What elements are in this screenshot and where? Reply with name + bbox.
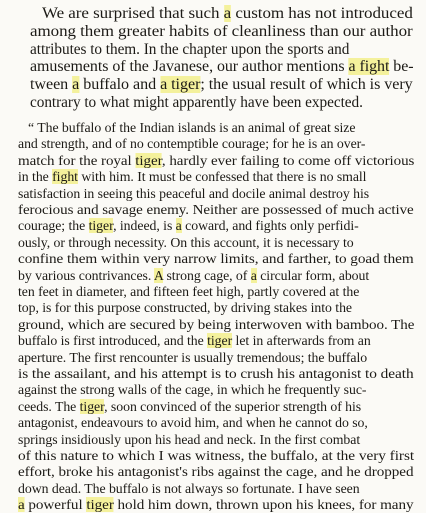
- paragraph1-line: [30, 94, 363, 111]
- highlighted-term: a: [250, 267, 257, 283]
- highlighted-term: tiger: [86, 497, 114, 513]
- text-segment: powerful: [24, 497, 87, 513]
- highlighted-term: tiger: [135, 152, 162, 168]
- paragraph2-line: [18, 365, 414, 382]
- text-segment: match for the royal: [18, 152, 136, 168]
- paragraph2-line: [18, 332, 371, 349]
- text-segment: , hardly ever failing to come off victorious: [161, 152, 415, 168]
- text-segment: contrary to what might apparently have been expected.: [30, 94, 363, 111]
- text-segment: effort, broke his antagonist's ribs against the cage, and he dropped: [18, 464, 414, 480]
- text-segment: with him. It must be confessed that there is no small: [77, 169, 367, 185]
- paragraph2-line: [18, 414, 368, 431]
- paragraph2-line: [18, 168, 366, 185]
- paragraph2-line: [18, 201, 414, 218]
- text-segment: and strength, and of no contemptible courage; for he is an over-: [18, 136, 366, 152]
- highlighted-term: tiger: [207, 333, 233, 349]
- paragraph1-line: [30, 41, 349, 58]
- text-segment: in the: [18, 169, 53, 185]
- text-segment: let in afterwards from an: [232, 333, 371, 349]
- text-segment: confine them within very narrow limits, and farther, to goad them: [18, 251, 414, 267]
- highlighted-term: a: [223, 5, 232, 22]
- text-segment: be-: [389, 58, 414, 76]
- text-segment: ground, which are secured by being interwoven with bamboo. The: [18, 316, 415, 332]
- text-segment: down dead. The buffalo is not always so fortunate. I have seen: [18, 480, 360, 496]
- text-segment: against the strong walls of the cage, in which he frequently suc-: [18, 382, 367, 398]
- paragraph2-line: [18, 152, 414, 169]
- paragraph2-line: [18, 299, 352, 316]
- text-segment: of this nature to which I was witness, the buffalo, at the very first: [18, 448, 415, 463]
- paragraph2-line: [18, 283, 359, 300]
- highlighted-term: tiger: [79, 398, 105, 414]
- paragraph2-line: [18, 431, 360, 448]
- text-segment: tween: [30, 76, 73, 94]
- highlighted-term: fight: [52, 169, 78, 185]
- text-segment: ferocious and savage enemy. Neither are possessed of much active: [18, 202, 414, 217]
- paragraph2-line: [18, 250, 414, 267]
- text-segment: We are surprised that such: [42, 5, 224, 22]
- text-segment: circular form, about: [256, 267, 370, 283]
- paragraph2-line: [18, 463, 413, 480]
- text-segment: top, is for this purpose constructed, by driving stakes into the: [18, 300, 353, 316]
- text-segment: among them greater habits of cleanliness than our author: [30, 22, 413, 40]
- text-segment: is the assailant, and his attempt is to crush his antagonist to death: [18, 366, 414, 381]
- paragraph1-line: [30, 76, 413, 93]
- text-segment: aperture. The first rencounter is usually tremendous; the buffalo: [18, 349, 368, 365]
- paragraph2-line: [18, 398, 361, 415]
- text-segment: strong cage, of: [163, 267, 251, 283]
- text-segment: by various contrivances.: [18, 267, 154, 283]
- paragraph1-line: [42, 5, 413, 22]
- text-segment: antagonist, endeavours to avoid him, and when he cannot do so,: [18, 415, 368, 431]
- text-segment: , soon convinced of the superior strength of his: [104, 398, 362, 414]
- text-segment: ; the usual result of which is very: [200, 76, 413, 94]
- text-segment: attributes to them. In the chapter upon the sports and: [30, 40, 350, 58]
- paragraph2-line: [18, 234, 354, 251]
- paragraph2-line: [18, 447, 414, 464]
- paragraph2-line: [18, 381, 366, 398]
- text-segment: custom has not introduced: [231, 5, 413, 22]
- text-segment: buffalo is first introduced, and the: [18, 333, 208, 349]
- text-segment: buffalo and: [79, 76, 161, 94]
- paragraph2-line: [18, 480, 360, 497]
- paragraph2-line: [18, 135, 365, 152]
- text-segment: satisfaction in seeing this peaceful and docile animal destroy his: [18, 185, 370, 201]
- paragraph2-line: [28, 119, 355, 136]
- highlighted-term: a tiger: [160, 76, 201, 94]
- text-segment: , indeed, is: [113, 218, 176, 234]
- text-segment: ten feet in diameter, and fifteen feet high, partly covered at the: [18, 284, 360, 299]
- paragraph2-line: [18, 217, 359, 234]
- text-segment: amusements of the Javanese, our author mentions: [30, 58, 349, 76]
- text-segment: “ The buffalo of the Indian islands is an animal of great size: [28, 120, 356, 135]
- highlighted-term: a fight: [348, 58, 390, 76]
- text-segment: hold him down, thrown upon his knees, for many: [113, 497, 414, 513]
- highlighted-term: a: [72, 76, 80, 94]
- paragraph2-line: [18, 267, 369, 284]
- highlighted-term: tiger: [88, 218, 114, 234]
- paragraph1-line: [30, 23, 413, 40]
- paragraph2-line: [18, 496, 414, 513]
- paragraph2-line: [18, 316, 414, 333]
- text-segment: coward, and fights only perfidi-: [181, 218, 359, 234]
- paragraph2-line: [18, 185, 369, 202]
- highlighted-term: a: [175, 218, 182, 234]
- text-segment: courage; the: [18, 218, 89, 234]
- paragraph2-line: [18, 349, 367, 366]
- highlighted-term: a: [18, 497, 25, 513]
- paragraph1-line: [30, 58, 414, 75]
- text-segment: springs insidiously upon his head and neck. In the first combat: [18, 431, 361, 447]
- text-segment: ceeds. The: [18, 398, 80, 414]
- text-segment: ously, or through necessity. On this account, it is necessary to: [18, 234, 354, 250]
- highlighted-term: A: [153, 267, 164, 283]
